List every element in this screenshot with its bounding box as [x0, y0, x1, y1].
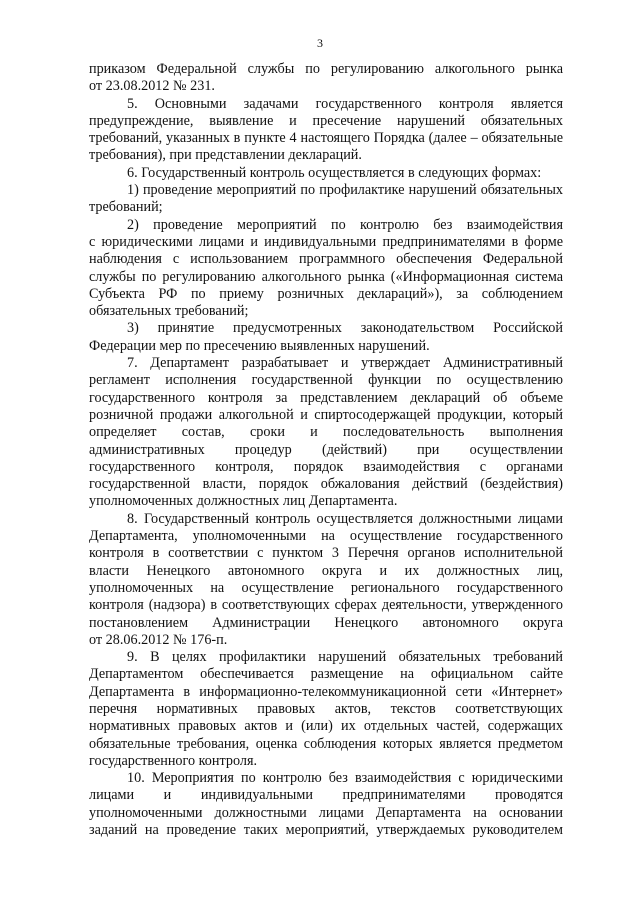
text-line: Федерации мер по пресечению выявленных нарушений. — [89, 337, 430, 354]
text-line: перечня нормативных правовых актов, текстов соответствующих — [89, 700, 563, 717]
text-line: государственного контроля, порядок взаимодействия с органами — [89, 458, 563, 475]
text-line: государственного контроля за представлением деклараций об объеме — [89, 389, 563, 406]
text-line: Департамента в информационно-телекоммуникационной сети «Интернет» — [89, 683, 563, 700]
text-line: предупреждение, выявление и пресечение нарушений обязательных — [89, 112, 563, 129]
text-line: уполномоченных на осуществление регионального государственного — [89, 579, 563, 596]
text-line: 5. Основными задачами государственного контроля является — [127, 95, 563, 112]
text-line: лицами и индивидуальными предпринимателями проводятся — [89, 787, 563, 804]
text-line: власти Ненецкого автономного округа и их должностных лиц, — [89, 562, 563, 579]
text-line: уполномоченными должностными лицами Департамента на основании — [89, 804, 563, 821]
text-line: административных процедур (действий) при осуществлении — [89, 441, 563, 458]
text-line: государственного контроля. — [89, 752, 258, 769]
text-line: определяет состав, сроки и последовательность выполнения — [89, 424, 563, 441]
text-line: государственной власти, порядок обжалования действий (бездействия) — [89, 476, 563, 493]
text-line: розничной продажи алкогольной и спиртосодержащей продукции, который — [89, 406, 563, 423]
text-line: 8. Государственный контроль осуществляется должностными лицами — [127, 510, 563, 527]
page-number: 3 — [317, 36, 323, 50]
text-line: Субъекта РФ по приему розничных деклараций»), за соблюдением — [89, 285, 563, 302]
text-line: обязательных требований; — [89, 303, 249, 320]
text-line: регламент исполнения государственной функции по осуществлению — [89, 372, 563, 389]
text-line: контроля в соответствии с пунктом 3 Перечня органов исполнительной — [89, 545, 563, 562]
document-body — [89, 61, 563, 839]
text-line: 7. Департамент разрабатывает и утверждает Административный — [127, 355, 563, 372]
text-line: 2) проведение мероприятий по контролю без взаимодействия — [127, 216, 563, 233]
text-line: с юридическими лицами и индивидуальными предпринимателями в форме — [89, 233, 563, 250]
text-line: Департамента, уполномоченными на осуществление государственного — [89, 528, 563, 545]
text-line: постановлением Администрации Ненецкого автономного округа — [89, 614, 563, 631]
text-line: обязательные требования, оценка соблюдения которых является предметом — [89, 735, 563, 752]
text-line: от 23.08.2012 № 231. — [89, 78, 215, 95]
text-line: службы по регулированию алкогольного рынка («Информационная система — [89, 268, 563, 285]
text-line: 10. Мероприятия по контролю без взаимодействия с юридическими — [127, 770, 563, 787]
text-line: уполномоченных должностных лиц Департамента. — [89, 493, 398, 510]
text-line: контроля (надзора) в соответствующих сферах деятельности, утвержденного — [89, 597, 563, 614]
text-line: требований; — [89, 199, 163, 216]
text-line: 6. Государственный контроль осуществляется в следующих формах: — [127, 164, 542, 181]
text-line: приказом Федеральной службы по регулированию алкогольного рынка — [89, 61, 563, 77]
text-line: нормативных правовых актов и (или) их отдельных частей, содержащих — [89, 718, 563, 735]
text-line: от 28.06.2012 № 176-п. — [89, 631, 228, 648]
text-line: требований, указанных в пункте 4 настоящего Порядка (далее – обязательные — [89, 130, 563, 147]
text-line: наблюдения с использованием программного обеспечения Федеральной — [89, 251, 563, 268]
text-line: 3) принятие предусмотренных законодательством Российской — [127, 320, 563, 337]
text-line: требования), при представлении деклараций. — [89, 147, 362, 164]
text-line: заданий на проведение таких мероприятий, утверждаемых руководителем — [89, 822, 563, 839]
text-line: 9. В целях профилактики нарушений обязательных требований — [127, 649, 563, 666]
text-line: Департаментом обеспечивается размещение на официальном сайте — [89, 666, 563, 683]
text-line: 1) проведение мероприятий по профилактике нарушений обязательных — [127, 182, 563, 199]
